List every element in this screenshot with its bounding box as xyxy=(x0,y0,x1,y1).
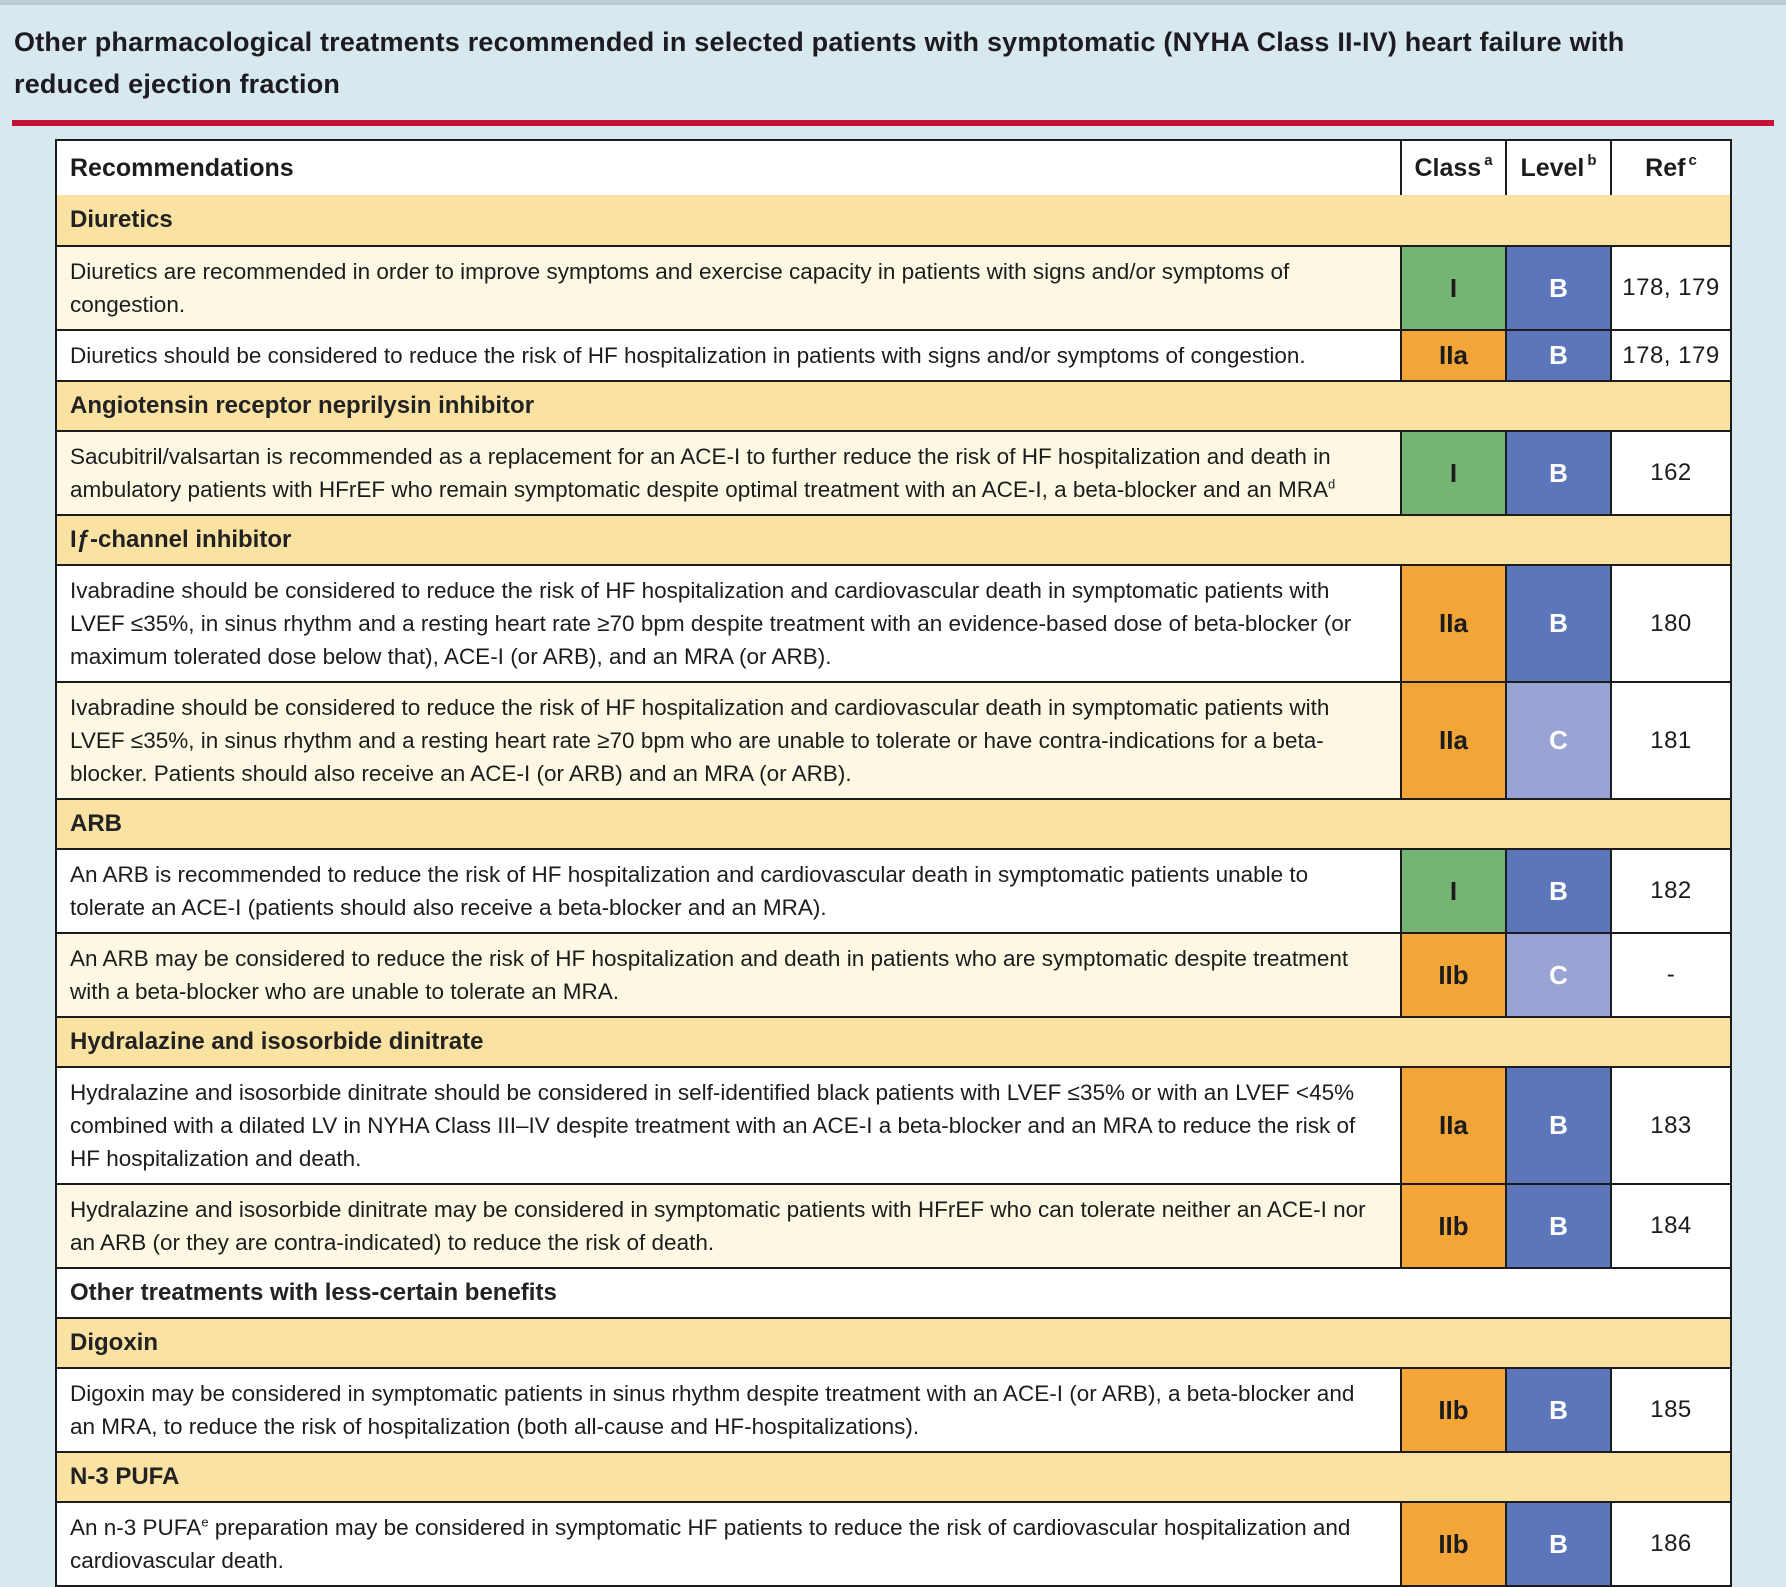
reference-numbers: 181 xyxy=(1610,683,1730,798)
section-header-label: Hydralazine and isosorbide dinitrate xyxy=(70,1028,484,1055)
recommendation-text: Hydralazine and isosorbide dinitrate may be considered in symptomatic patients with HFrEF who can tolerate neither an ACE-I nor an ARB (or they are contra-indicated) to reduce the risk of death. xyxy=(57,1185,1400,1267)
recommendation-text: Sacubitril/valsartan is recommended as a replacement for an ACE-I to further reduce the risk of HF hospitalization and death in ambulatory patients with HFrEF who remain symptomatic despite optimal treatment with an ACE-I, a beta-blocker and an MRA$^d$ xyxy=(57,432,1400,514)
reference-numbers: 162 xyxy=(1610,432,1730,514)
level-of-evidence-badge: B xyxy=(1505,850,1610,932)
reference-numbers: 180 xyxy=(1610,566,1730,681)
title-divider-rule xyxy=(12,120,1774,126)
class-of-recommendation-badge: IIb xyxy=(1400,1185,1505,1267)
level-of-evidence-badge: B xyxy=(1505,1185,1610,1267)
recommendation-text: Diuretics are recommended in order to improve symptoms and exercise capacity in patients with signs and/or symptoms of congestion. xyxy=(57,247,1400,329)
recommendation-text: Ivabradine should be considered to reduce the risk of HF hospitalization and cardiovascular death in symptomatic patients with LVEF ≤35%, in sinus rhythm and a resting heart rate ≥70 bpm despite treatment with an evidence-based dose of beta-blocker (or maximum tolerated dose below that), ACE-I (or ARB), and an MRA (or ARB). xyxy=(57,566,1400,681)
column-header-level: Level $^b$ xyxy=(1505,141,1610,195)
class-of-recommendation-badge: I xyxy=(1400,432,1505,514)
section-header-row xyxy=(57,514,1730,564)
column-header-label: Level xyxy=(1520,153,1585,182)
section-header-row xyxy=(57,1016,1730,1066)
section-header-label: Iƒ-channel inhibitor xyxy=(70,526,292,553)
class-of-recommendation-badge: IIa xyxy=(1400,683,1505,798)
recommendation-row xyxy=(57,430,1730,514)
class-of-recommendation-badge: I xyxy=(1400,247,1505,329)
section-header-row xyxy=(57,1451,1730,1501)
class-of-recommendation-badge: IIb xyxy=(1400,1369,1505,1451)
section-header-label: Other treatments with less-certain benefits xyxy=(70,1279,557,1306)
class-of-recommendation-badge: IIb xyxy=(1400,1503,1505,1585)
section-header-label: Diuretics xyxy=(70,206,173,233)
recommendation-text: Digoxin may be considered in symptomatic patients in sinus rhythm despite treatment with an ACE-I (or ARB), a beta-blocker and an MRA, to reduce the risk of hospitalization (both all-cause and HF-hospitalizations). xyxy=(57,1369,1400,1451)
section-header-label: Angiotensin receptor neprilysin inhibitor xyxy=(70,392,535,419)
section-header-label: N-3 PUFA xyxy=(70,1463,180,1490)
section-header-row xyxy=(57,380,1730,430)
recommendation-text: An n-3 PUFA$^e$ preparation may be considered in symptomatic HF patients to reduce the risk of cardiovascular hospitalization and cardiovascular death. xyxy=(57,1503,1400,1585)
level-of-evidence-badge: B xyxy=(1505,1369,1610,1451)
section-header-row xyxy=(57,195,1730,245)
reference-numbers: 186 xyxy=(1610,1503,1730,1585)
level-of-evidence-badge: B xyxy=(1505,331,1610,380)
section-header-row xyxy=(57,1317,1730,1367)
recommendation-text: Ivabradine should be considered to reduce the risk of HF hospitalization and cardiovascular death in symptomatic patients with LVEF ≤35%, in sinus rhythm and a resting heart rate ≥70 bpm who are unable to tolerate or have contra-indications for a beta-blocker. Patients should also receive an ACE-I (or ARB) and an MRA (or ARB). xyxy=(57,683,1400,798)
recommendation-row xyxy=(57,1367,1730,1451)
table-body xyxy=(57,195,1730,1585)
class-of-recommendation-badge: IIb xyxy=(1400,934,1505,1016)
recommendation-text: Diuretics should be considered to reduce the risk of HF hospitalization in patients with signs and/or symptoms of congestion. xyxy=(57,331,1400,380)
subsection-header-row xyxy=(57,1267,1730,1317)
level-of-evidence-badge: C xyxy=(1505,934,1610,1016)
section-header-row xyxy=(57,798,1730,848)
page-title: Other pharmacological treatments recommended in selected patients with symptomatic (NYHA Class II-IV) heart failure with reduced ejection fraction xyxy=(14,27,1625,99)
level-of-evidence-badge: B xyxy=(1505,247,1610,329)
reference-numbers: 182 xyxy=(1610,850,1730,932)
class-of-recommendation-badge: I xyxy=(1400,850,1505,932)
section-header-label: Digoxin xyxy=(70,1329,158,1356)
recommendation-text: Hydralazine and isosorbide dinitrate should be considered in self-identified black patients with LVEF ≤35% or with an LVEF <45% combined with a dilated LV in NYHA Class III–IV despite treatment with an ACE-I a beta-blocker and an MRA to reduce the risk of HF hospitalization and death. xyxy=(57,1068,1400,1183)
section-header-label: ARB xyxy=(70,810,122,837)
recommendation-row xyxy=(57,1066,1730,1183)
page xyxy=(0,5,1786,1587)
recommendation-row xyxy=(57,681,1730,798)
column-header-label: Class xyxy=(1414,153,1482,182)
class-of-recommendation-badge: IIa xyxy=(1400,1068,1505,1183)
recommendation-row xyxy=(57,1183,1730,1267)
recommendation-row xyxy=(57,1501,1730,1585)
column-header-recommendations xyxy=(57,141,1400,195)
column-header-ref: Ref $^c$ xyxy=(1610,141,1730,195)
recommendation-row xyxy=(57,329,1730,380)
recommendation-row xyxy=(57,564,1730,681)
reference-numbers: 178, 179 xyxy=(1610,331,1730,380)
recommendations-table xyxy=(55,139,1732,1587)
class-of-recommendation-badge: IIa xyxy=(1400,331,1505,380)
recommendation-text: An ARB may be considered to reduce the risk of HF hospitalization and death in patients who are symptomatic despite treatment with a beta-blocker who are unable to tolerate an MRA. xyxy=(57,934,1400,1016)
level-of-evidence-badge: B xyxy=(1505,1068,1610,1183)
reference-numbers: 184 xyxy=(1610,1185,1730,1267)
reference-numbers: 185 xyxy=(1610,1369,1730,1451)
recommendation-row xyxy=(57,245,1730,329)
level-of-evidence-badge: B xyxy=(1505,432,1610,514)
reference-numbers: 178, 179 xyxy=(1610,247,1730,329)
reference-numbers: - xyxy=(1610,934,1730,1016)
level-of-evidence-badge: C xyxy=(1505,683,1610,798)
level-of-evidence-badge: B xyxy=(1505,566,1610,681)
reference-numbers: 183 xyxy=(1610,1068,1730,1183)
recommendation-row xyxy=(57,932,1730,1016)
recommendation-row xyxy=(57,848,1730,932)
column-header-label: Ref xyxy=(1645,153,1686,182)
column-header-label: Recommendations xyxy=(70,153,294,182)
table-header-row xyxy=(57,141,1730,195)
class-of-recommendation-badge: IIa xyxy=(1400,566,1505,681)
recommendation-text: An ARB is recommended to reduce the risk of HF hospitalization and cardiovascular death in symptomatic patients unable to tolerate an ACE-I (patients should also receive a beta-blocker and an MRA). xyxy=(57,850,1400,932)
column-header-class: Class $^a$ xyxy=(1400,141,1505,195)
level-of-evidence-badge: B xyxy=(1505,1503,1610,1585)
